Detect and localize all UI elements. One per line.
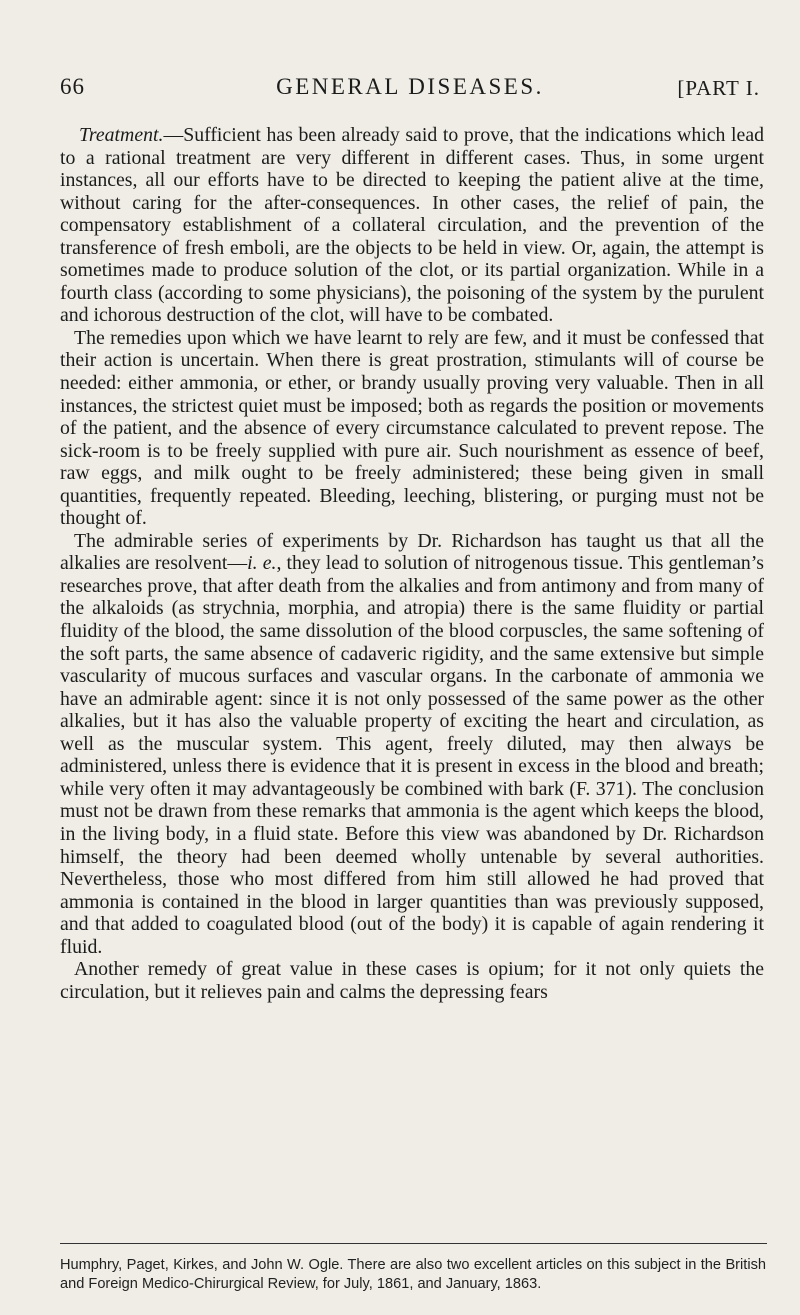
paragraph-text: Another remedy of great value in these cases is opium; for it not only quiets the circulation, but it relieves pain and calms the depressing fears [60,958,764,1003]
body-text [60,124,764,1003]
paragraph-treatment [60,124,764,327]
part-label: [PART I. [677,76,760,100]
footnote-divider [60,1243,767,1244]
page-number: 66 [60,74,85,99]
paragraph-text: The remedies upon which we have learnt to rely are few, and it must be confessed that their action is uncertain. When there is great prostration, stimulants will of course be needed: either ammonia, or ether, or brandy usually proving very valuable. Then in all instances, the strictest quiet must be imposed; both as regards the position or movements of the patient, and the absence of every circumstance calculated to prevent repose. The sick-room is to be freely supplied with pure air. Such nourishment as essence of beef, raw eggs, and milk ought to be freely administered; these being given in small quantities, frequently repeated. Bleeding, leeching, blistering, or purging must not be thought of. [60,326,764,530]
paragraph-text: —Sufficient has been already said to prove, that the indications which lead to a rational treatment are very different in different cases. Thus, in some urgent instances, all our efforts have to be directed to keeping the patient alive at the time, without caring for the after-consequences. In other cases, the relief of pain, the compensatory establishment of a collateral circulation, and the prevention of the transference of fresh emboli, are the objects to be held in view. Or, again, the attempt is sometimes made to produce solution of the clot, or its partial organization. While in a fourth class (according to some physicians), the poisoning of the system by the purulent and ichorous destruction of the clot, will have to be combated. [60,124,764,327]
paragraph-text: The admirable series of experiments by Dr. Richardson has taught us that all the alkalies are resolvent— [60,529,764,575]
italic-abbreviation: i. e. [247,552,277,575]
paragraph-alkalies [60,530,764,958]
running-title: GENERAL DISEASES. [276,74,544,99]
footnote: Humphry, Paget, Kirkes, and John W. Ogle. There are also two excellent articles on this subject in the British and Foreign Medico-Chirurgical Review, for July, 1861, and January, 1863. [60,1257,766,1292]
paragraph-remedies [60,327,764,530]
paragraph-opium [60,958,764,1003]
paragraph-text-continued: , they lead to solution of nitrogenous tissue. This gentleman’s researches prove, that after death from the alkalies and from antimony and from many of the alkaloids (as strychnia, morphia, and atropia) there is the same fluidity or partial fluidity of the blood, the same dissolution of the blood corpuscles, the same softening of the soft parts, the same absence of cadaveric rigidity, and the same extensive but simple vascularity of mucous surfaces and vascular organs. In the carbonate of ammonia we have an admirable agent: since it is not only possessed of the same power as the other alkalies, but it has also the valuable property of exciting the heart and circulation, as well as the muscular system. This agent, freely diluted, may then always be administered, unless there is evidence that it is present in excess in the blood and breath; while very often it may advantageously be combined with bark (F. 371). The conclusion must not be drawn from these remarks that ammonia is the agent which keeps the blood, in the living body, in a fluid state. Before this view was abandoned by Dr. Richardson himself, the theory had been deemed wholly untenable by several authorities. Nevertheless, those who most differed from him still allowed he had proved that ammonia is contained in the blood in larger quantities than was previously supposed, and that added to coagulated blood (out of the body) it is capable of again rendering it fluid. [60,552,764,958]
section-lead-in: Treatment. [79,124,164,146]
page-header [60,74,760,108]
